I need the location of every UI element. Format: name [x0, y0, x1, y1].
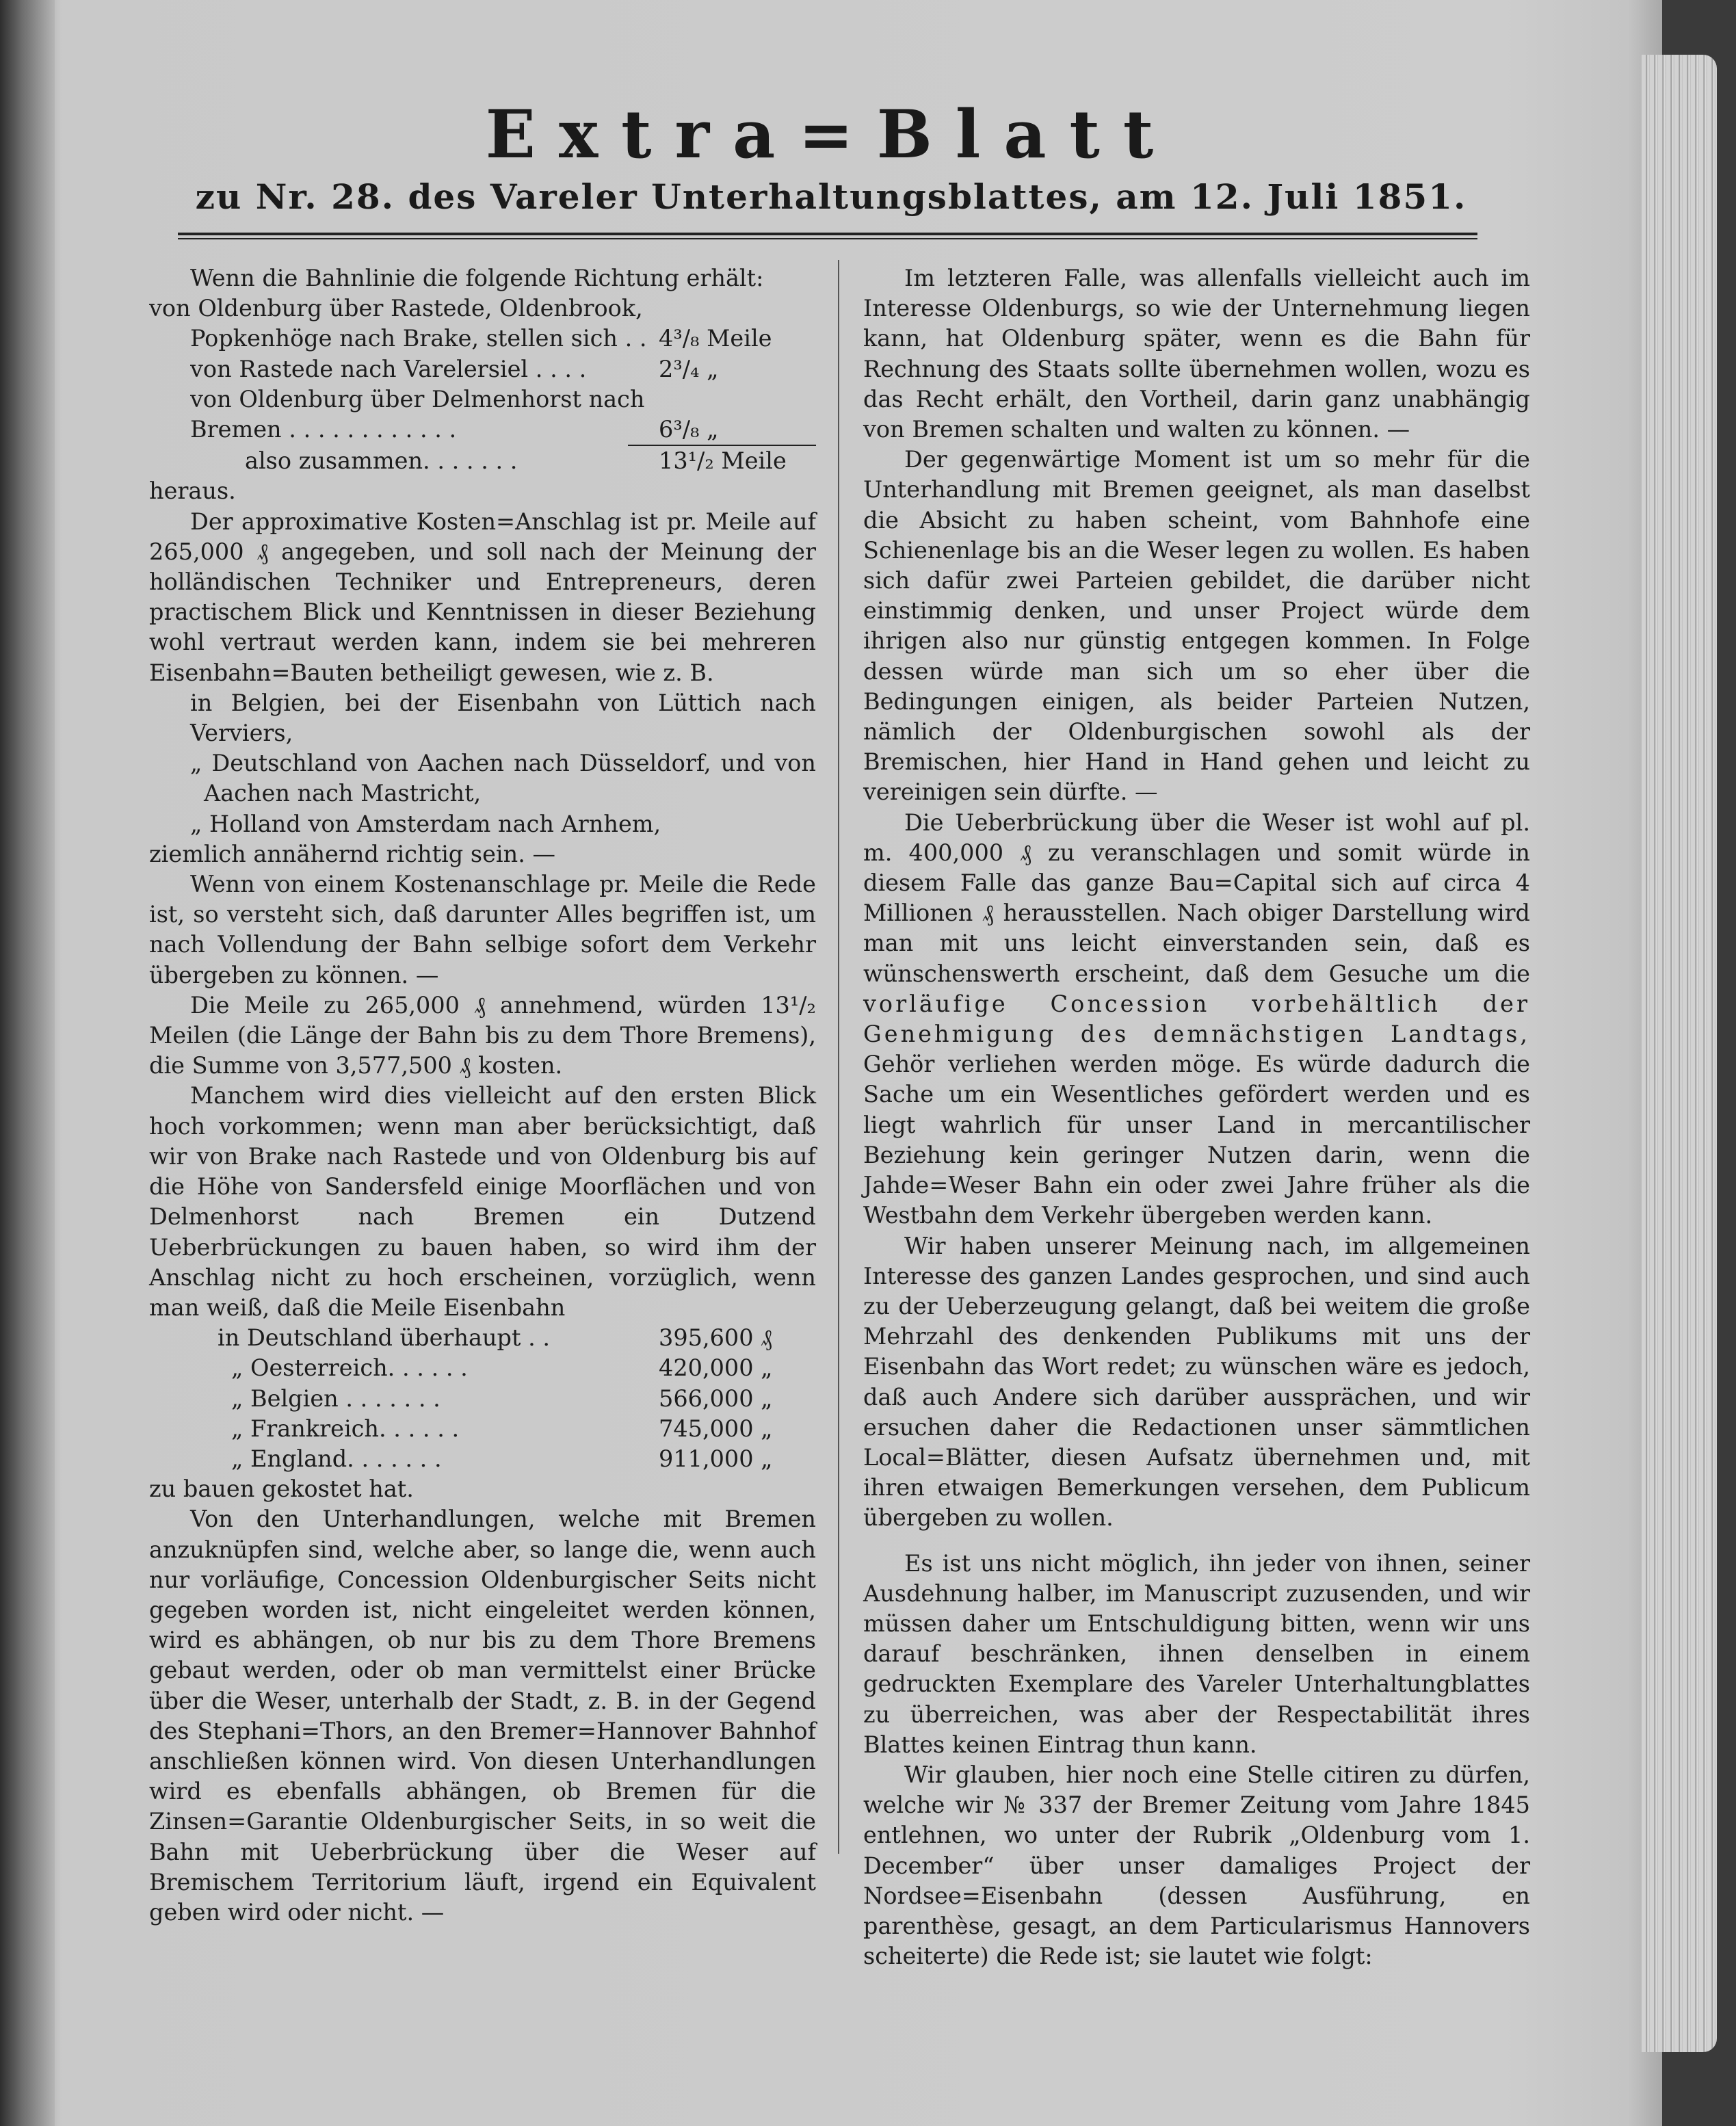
cost-row: „ Belgien . . . . . . . 566,000 „ — [231, 1384, 773, 1412]
route-row: Popkenhöge nach Brake, stellen sich . . 4³/₈ Meile — [190, 325, 772, 352]
paragraph: Von den Unterhandlungen, welche mit Bremen anzuknüpfen sind, welche aber, so lange die, wenn auch nur vorläufige, Concession Oldenburgischer Seits nicht gegeben worden ist, nicht eingeleitet werden können, wird es abhängen, ob nur bis zu dem Thore Bremens gebaut werden, oder ob man vermittelst einer Brücke über die Weser, unterhalb der Stadt, z. B. in der Gegend des Stephani=Thors, an den Bremer=Hannover Bahnhof anschließen können wird. Von diesen Unterhandlungen wird es ebenfalls abhängen, ob Bremen für die Zinsen=Garantie Oldenburgischer Seits, in so weit die Bahn mit Ueberbrückung über die Weser auf Bremischem Territorium läuft, irgend ein Equivalent geben wird oder nicht. — — [149, 1506, 816, 1926]
route-row: Bremen . . . . . . . . . . . . 6³/₈ „ — [190, 416, 719, 443]
example-line: „ Deutschland von Aachen nach Düsseldorf, und von Aachen nach Mastricht, — [190, 750, 816, 807]
route-row: von Oldenburg über Rastede, Oldenbrook, — [149, 295, 643, 322]
page-edges — [1642, 55, 1717, 2052]
page-subtitle: zu Nr. 28. des Vareler Unterhaltungsblattes, am 12. Juli 1851. — [195, 176, 1467, 217]
header-rule — [178, 233, 1477, 235]
paragraph-text: Die Ueberbrückung über die Weser ist wohl auf pl. m. 400,000 ₰ zu veranschlagen und somit würde in diesem Falle das ganze Bau=Capital sich auf circa 4 Millionen ₰ herausstellen. Nach obiger Darstellung wird man mit uns leicht einverstanden sein, daß es wünschenswerth erscheint, daß dem Gesuche um die — [863, 809, 1530, 987]
paragraph-text: Gehör verliehen werden möge. Es würde dadurch die Sache um ein Wesentliches gefördert werden und es liegt wahrlich für unser Land in mercantilischer Beziehung kein geringer Nutzen darin, wenn die Jahde=Weser Bahn ein oder zwei Jahre früher als die Westbahn dem Verkehr übergeben werden kann. — [863, 1051, 1530, 1229]
column-divider — [838, 260, 839, 1854]
cost-row: „ Oesterreich. . . . . . 420,000 „ — [231, 1354, 773, 1382]
header-rule-thin — [178, 238, 1477, 239]
route-row: von Rastede nach Varelersiel . . . . 2³/₄ „ — [190, 355, 719, 382]
route-row: von Oldenburg über Delmenhorst nach — [190, 385, 645, 412]
cost-row: „ Frankreich. . . . . . 745,000 „ — [231, 1415, 773, 1442]
example-line: in Belgien, bei der Eisenbahn von Lüttich nach Verviers, — [190, 689, 816, 747]
total-row: also zusammen. . . . . . . 13¹/₂ Meile — [245, 447, 787, 475]
page-title: Extra=Blatt — [485, 96, 1177, 173]
paragraph: Im letzteren Falle, was allenfalls vielleicht auch im Interesse Oldenburgs, so wie der Unternehmung liegen kann, hat Oldenburg später, wenn es die Bahn für Rechnung des Staats sollte übernehmen wollen, wozu es das Recht erhält, den Vortheil, darin ganz unabhängig von Bremen schalten und walten zu können. — — [863, 265, 1530, 443]
paragraph: Der approximative Kosten=Anschlag ist pr. Meile auf 265,000 ₰ angegeben, und soll nach der Meinung der holländischen Techniker und Entrepreneurs, deren practischem Blick und Kenntnissen in dieser Beziehung wohl vertraut werden kann, indem sie bei mehreren Eisenbahn=Bauten betheiligt gewesen, wie z. B. — [149, 508, 816, 686]
cost-row: „ England. . . . . . . 911,000 „ — [231, 1445, 773, 1472]
paragraph — [863, 808, 1530, 1231]
paragraph: Wenn von einem Kostenanschlage pr. Meile die Rede ist, so versteht sich, daß darunter Alles begriffen ist, um nach Vollendung der Bahn selbige sofort dem Verkehr übergeben zu können. — — [149, 871, 816, 988]
paragraph: Der gegenwärtige Moment ist um so mehr für die Unterhandlung mit Bremen geeignet, als man daselbst die Absicht zu haben scheint, vom Bahnhofe eine Schienenlage bis an die Weser legen zu wollen. Es haben sich dafür zwei Parteien gebildet, die darüber nicht einstimmig denken, und unser Project würde dem ihrigen also nur günstig entgegen kommen. In Folge dessen würde man sich um so eher über die Bedingungen einigen, als beider Parteien Nutzen, nämlich der Oldenburgischen sowohl als der Bremischen, hier Hand in Hand gehen und leicht zu vereinigen sein dürfte. — — [863, 446, 1530, 806]
example-line: „ Holland von Amsterdam nach Arnhem, — [190, 810, 661, 837]
intro-text: Wenn die Bahnlinie die folgende Richtung erhält: — [190, 265, 764, 291]
book-gutter — [0, 0, 55, 2126]
left-column — [149, 263, 816, 1928]
paragraph-end: ziemlich annähernd richtig sein. — — [149, 840, 555, 867]
right-column — [863, 263, 1530, 1971]
paragraph: Es ist uns nicht möglich, ihn jeder von ihnen, seiner Ausdehnung halber, im Manuscript zuzusenden, und wir müssen daher um Entschuldigung bitten, wenn wir uns darauf beschränken, ihnen denselben in einem gedruckten Exemplare des Vareler Unterhaltungblattes zu überreichen, was aber der Respectabilität ihres Blattes keinen Eintrag thun kann. — [863, 1549, 1530, 1758]
total-after: heraus. — [149, 477, 236, 505]
emphasized-text: vorläufige Concession vorbehältlich der Genehmigung des demnächstigen Landtags, — [863, 990, 1530, 1048]
paragraph: Wir glauben, hier noch eine Stelle citiren zu dürfen, welche wir № 337 der Bremer Zeitung vom Jahre 1845 entlehnen, wo unter der Rubrik „Oldenburg vom 1. December“ über unser damaliges Project der Nordsee=Eisenbahn (dessen Ausführung, en parenthèse, gesagt, an dem Particularismus Hannovers scheiterte) die Rede ist; sie lautet wie folgt: — [863, 1761, 1530, 1970]
paragraph: Die Meile zu 265,000 ₰ annehmend, würden 13¹/₂ Meilen (die Länge der Bahn bis zu dem Thore Bremens), die Summe von 3,577,500 ₰ kosten. — [149, 991, 816, 1079]
cost-row: in Deutschland überhaupt . . 395,600 ₰ — [218, 1324, 772, 1352]
paragraph: Manchem wird dies vielleicht auf den ersten Blick hoch vorkommen; wenn man aber berücksichtigt, daß wir von Brake nach Rastede und von Oldenburg bis auf die Höhe von Sandersfeld einige Moorflächen und von Delmenhorst nach Bremen ein Dutzend Ueberbrückungen zu bauen haben, so wird ihm der Anschlag nicht zu hoch erscheinen, vorzüglich, wenn man weiß, daß die Meile Eisenbahn — [149, 1082, 816, 1321]
costs-after: zu bauen gekostet hat. — [149, 1475, 414, 1503]
paragraph: Wir haben unserer Meinung nach, im allgemeinen Interesse des ganzen Landes gesprochen, und sind auch zu der Ueberzeugung gelangt, daß bei weitem die große Mehrzahl des denkenden Publikums mit uns der Eisenbahn das Wort redet; zu wünschen wäre es jedoch, daß auch Andere sich darüber aussprächen, und wir ersuchen daher die Redactionen unser sämmtlichen Local=Blätter, diesen Aufsatz übernehmen und, mit ihren etwaigen Bemerkungen versehen, dem Publicum übergeben zu wollen. — [863, 1232, 1530, 1532]
